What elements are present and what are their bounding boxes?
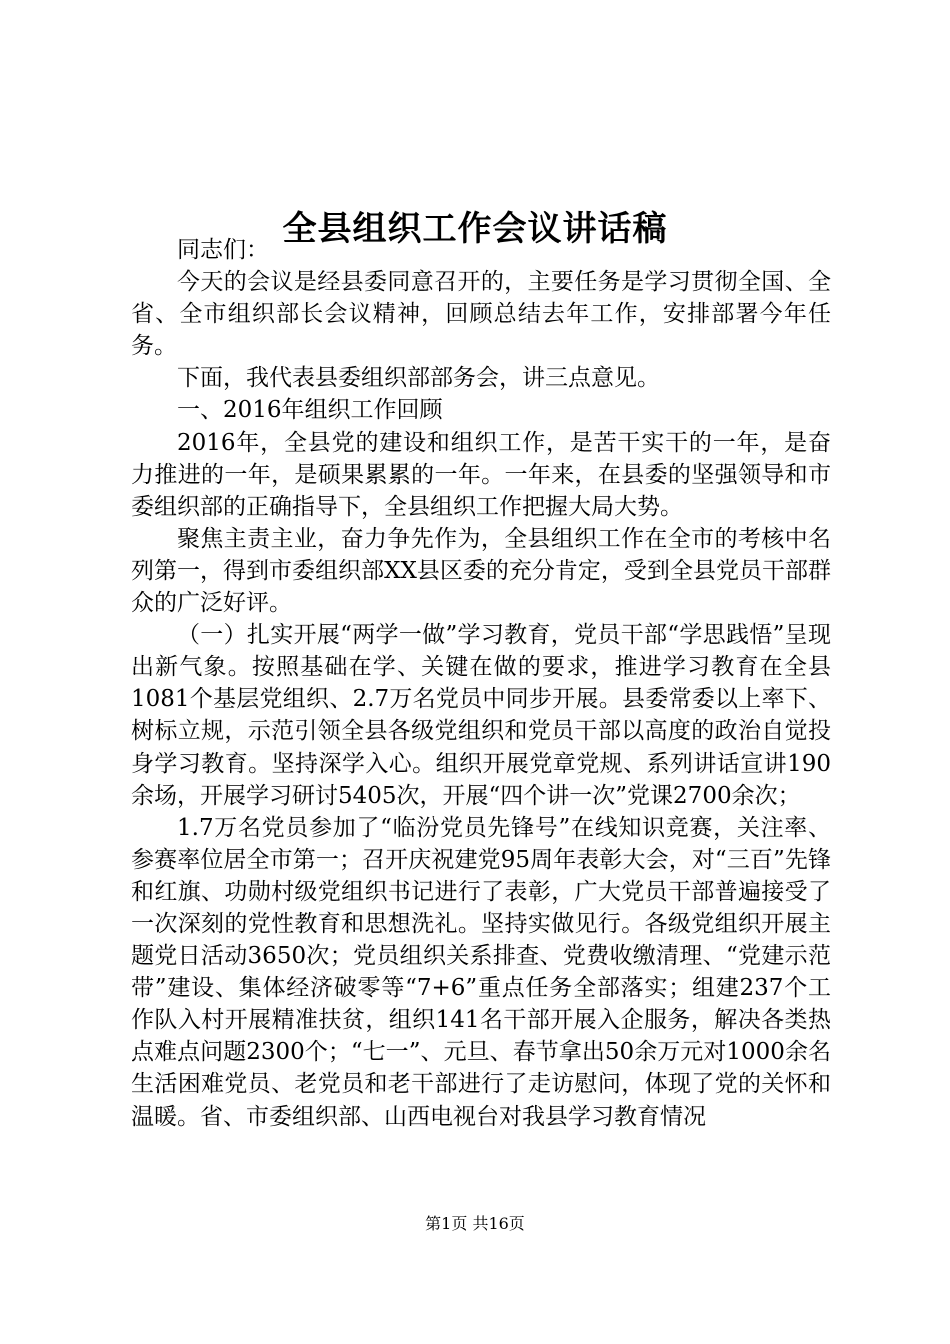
paragraph-salutation: 同志们： <box>177 237 269 263</box>
paragraph-party-members: 1.7万名党员参加了“临汾党员先锋号”在线知识竞赛，关注率、参赛率位居全市第一；召开庆祝建党95周年表彰大会，对“三百”先锋和红旗、功勋村级党组织书记进行了表彰，广大党员干部普遍接受了一次深刻的党性教育和思想洗礼。坚持实做见行。各级党组织开展主题党日活动3650次；党员组织关系排查、党费收缴清理、“党建示范带”建设、集体经济破零等“7+6”重点任务全部落实；组建237个工作队入村开展精准扶贫，组织141名干部开展入企服务，解决各类热点难点问题2300个；“七一”、元旦、春节拿出50余万元对1000余名生活困难党员、老党员和老干部进行了走访慰问，体现了党的关怀和温暖。省、市委组织部、山西电视台对我县学习教育情况 <box>131 814 831 1130</box>
document-title: 全县组织工作会议讲话稿 <box>282 208 668 249</box>
document-body <box>131 234 831 1133</box>
section-heading-review: 一、2016年组织工作回顾 <box>177 397 443 424</box>
paragraph-three-points: 下面，我代表县委组织部部务会，讲三点意见。 <box>177 365 660 392</box>
paragraph-meeting-purpose: 今天的会议是经县委同意召开的，主要任务是学习贯彻全国、全省、全市组织部长会议精神，回顾总结去年工作，安排部署今年任务。 <box>131 269 831 360</box>
paragraph-year-summary: 2016年，全县党的建设和组织工作，是苦干实干的一年，是奋力推进的一年，是硕果累累的一年。一年来，在县委的坚强领导和市委组织部的正确指导下，全县组织工作把握大局大势。 <box>131 429 831 520</box>
paragraph-ranking: 聚焦主责主业，奋力争先作为，全县组织工作在全市的考核中名列第一，得到市委组织部XX县区委的充分肯定，受到全县党员干部群众的广泛好评。 <box>131 525 831 617</box>
page-number-footer: 第1页 共16页 <box>425 1214 525 1233</box>
paragraph-study-education: （一）扎实开展“两学一做”学习教育，党员干部“学思践悟”呈现出新气象。按照基础在学、关键在做的要求，推进学习教育在全县1081个基层党组织、2.7万名党员中同步开展。县委常委以上率下、树标立规，示范引领全县各级党组织和党员干部以高度的政治自觉投身学习教育。坚持深学入心。组织开展党章党规、系列讲话宣讲190余场，开展学习研讨5405次，开展“四个讲一次”党课2700余次； <box>131 622 831 809</box>
